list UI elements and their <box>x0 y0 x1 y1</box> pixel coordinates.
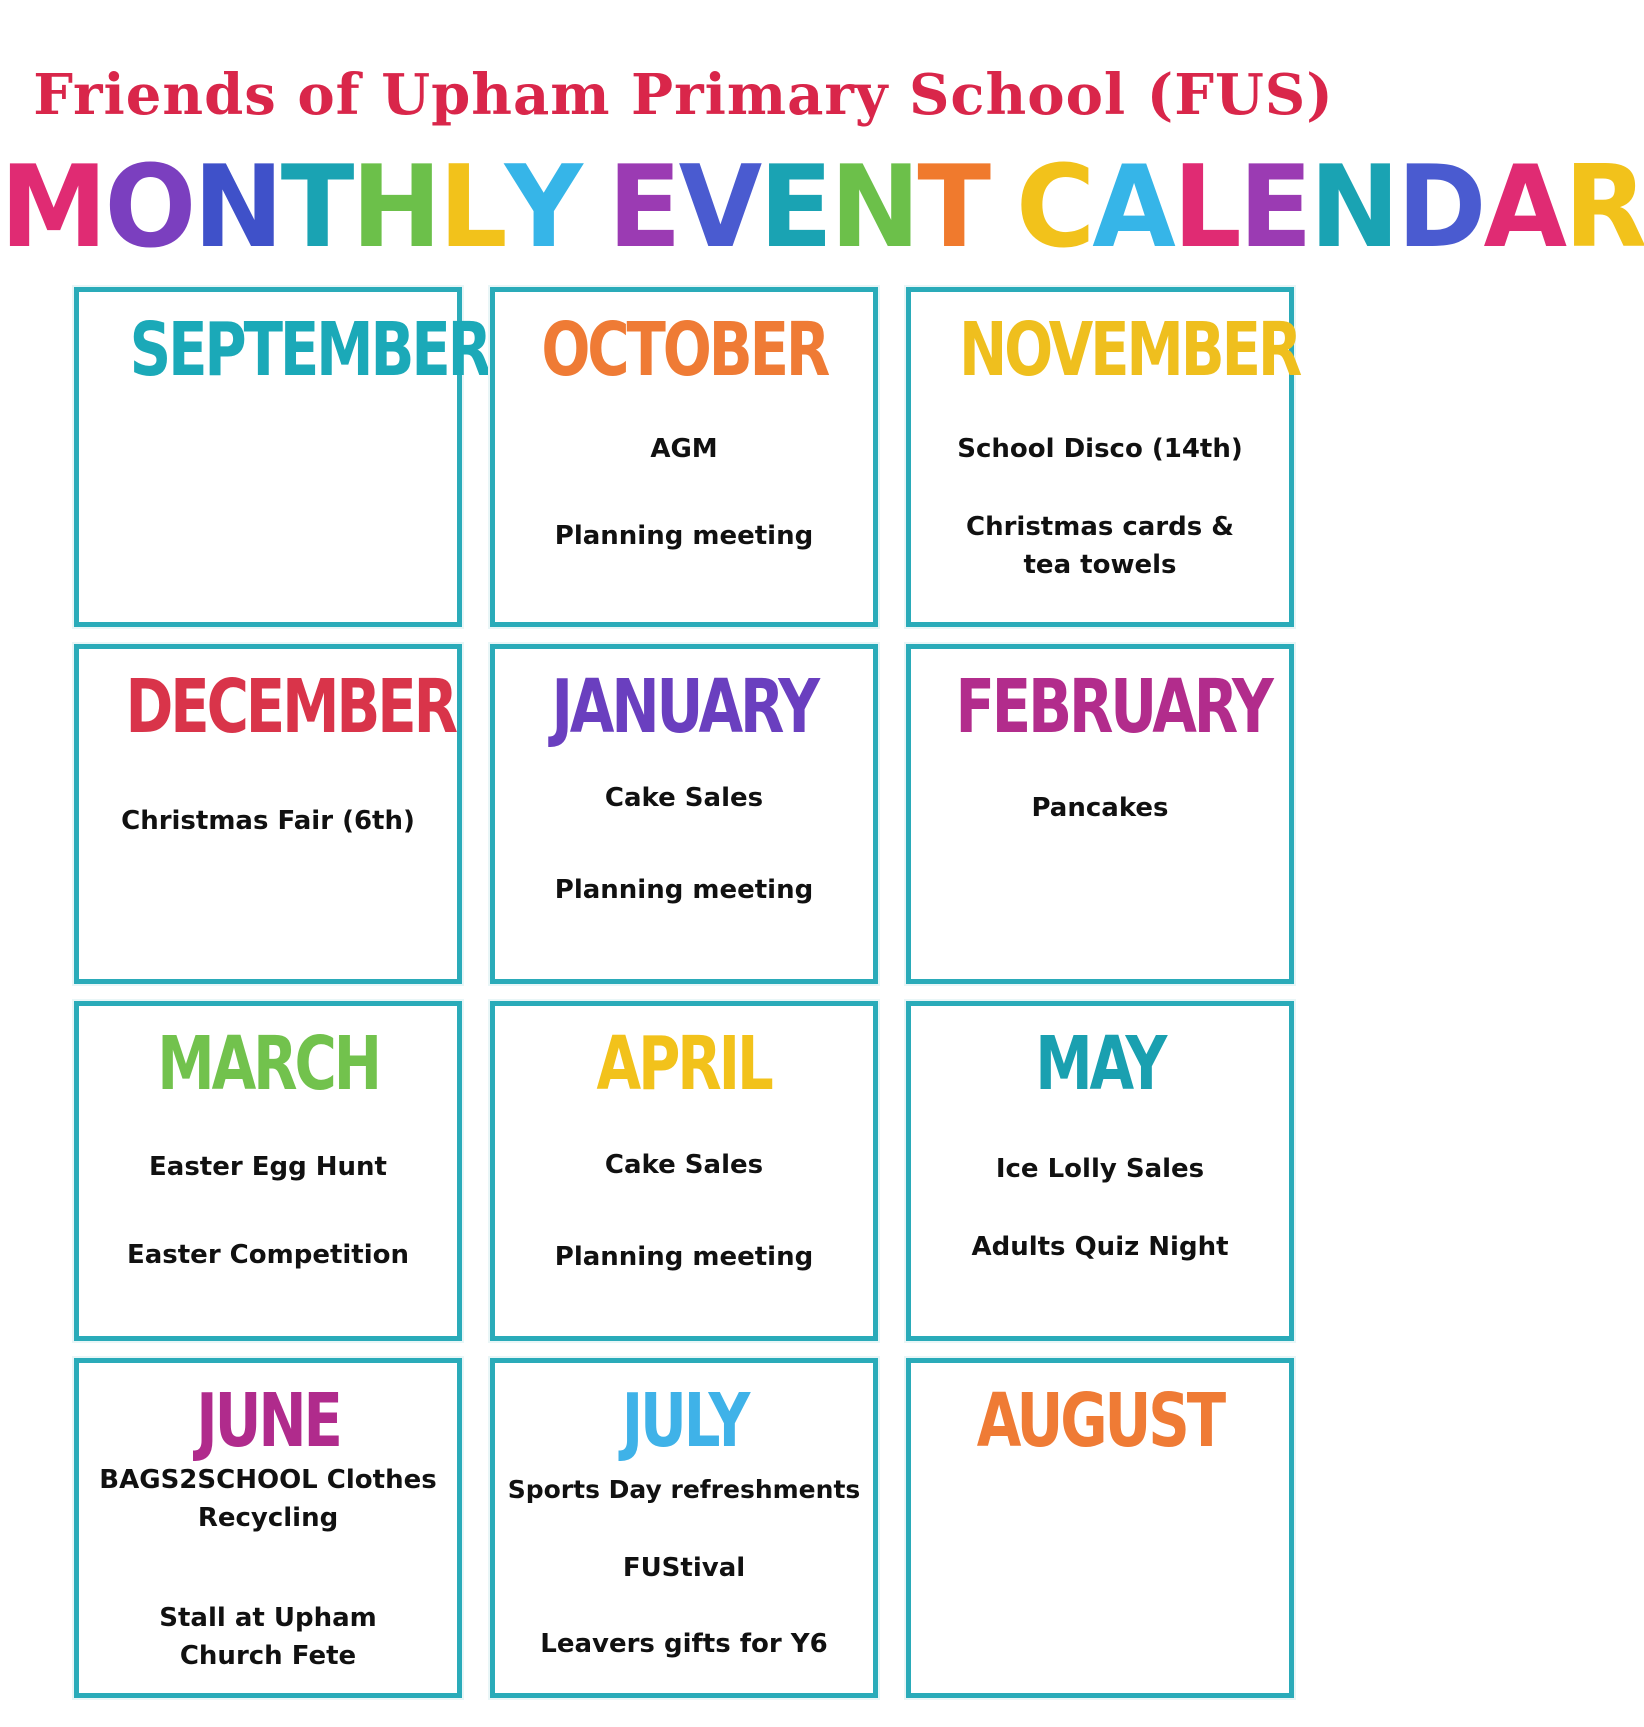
title-letter: L <box>1172 141 1239 274</box>
event-item: Planning meeting <box>554 875 814 905</box>
event-item: School Disco (14th) <box>957 434 1243 464</box>
month-name: NOVEMBER <box>958 307 1300 393</box>
title-letter: A <box>1483 141 1565 274</box>
month-name: MARCH <box>157 1021 379 1107</box>
title-letter: N <box>1309 141 1397 274</box>
event-item: Stall at Upham Church Fete <box>159 1603 377 1671</box>
month-box-july <box>490 1358 878 1698</box>
month-heading <box>911 665 1289 749</box>
month-box-march <box>74 1001 462 1341</box>
month-heading <box>79 307 490 393</box>
title-letter: D <box>1396 141 1484 274</box>
event-item: Ice Lolly Sales <box>995 1154 1205 1184</box>
title-letter: T <box>280 141 352 274</box>
month-name: AUGUST <box>976 1378 1224 1464</box>
month-heading <box>495 308 873 392</box>
event-item: Leavers gifts for Y6 <box>540 1629 828 1659</box>
title-letter: E <box>759 141 830 274</box>
month-name: JANUARY <box>551 664 817 750</box>
month-box-september <box>74 287 490 627</box>
title-letter: H <box>351 141 439 274</box>
title-letter: M <box>0 141 105 274</box>
month-name: OCTOBER <box>541 307 827 393</box>
title-letter: R <box>1564 141 1644 274</box>
month-heading <box>911 307 1300 393</box>
event-item: AGM <box>650 434 718 464</box>
month-heading <box>495 1022 873 1106</box>
title-letter: V <box>678 141 760 274</box>
month-heading <box>79 1379 457 1463</box>
event-item: BAGS2SCHOOL Clothes Recycling <box>99 1465 437 1533</box>
title-letter: N <box>829 141 918 274</box>
event-item: Sports Day refreshments <box>507 1475 861 1504</box>
event-item: Easter Egg Hunt <box>149 1152 387 1182</box>
month-box-october <box>490 287 878 627</box>
event-item: Planning meeting <box>554 521 814 551</box>
org-title: Friends of Upham Primary School (FUS) <box>33 62 1334 128</box>
title-letter: L <box>438 141 505 274</box>
month-name: SEPTEMBER <box>129 307 490 393</box>
month-heading <box>911 1379 1289 1463</box>
month-name: DECEMBER <box>125 664 455 750</box>
event-item: Planning meeting <box>554 1242 814 1272</box>
month-name: FEBRUARY <box>955 664 1271 750</box>
month-name: JULY <box>621 1378 747 1464</box>
month-box-april <box>490 1001 878 1341</box>
month-box-august <box>906 1358 1294 1698</box>
event-item: Cake Sales <box>604 1150 764 1180</box>
title-letter: O <box>104 141 194 274</box>
month-heading <box>79 1022 457 1106</box>
title-letter: N <box>193 141 281 274</box>
title-letter: C <box>1016 141 1093 274</box>
month-name: APRIL <box>596 1021 772 1107</box>
month-box-january <box>490 644 878 984</box>
event-item: Christmas Fair (6th) <box>121 806 415 836</box>
month-box-may <box>906 1001 1294 1341</box>
title-letter: E <box>607 141 679 274</box>
event-item: Adults Quiz Night <box>971 1232 1229 1262</box>
month-heading <box>495 665 873 749</box>
month-heading <box>911 1022 1289 1106</box>
calendar-title <box>0 141 1644 274</box>
event-item: FUStival <box>622 1553 746 1583</box>
month-name: JUNE <box>196 1378 340 1464</box>
month-box-november <box>906 287 1300 627</box>
month-box-december <box>74 644 462 984</box>
month-heading <box>79 665 457 749</box>
event-item: Easter Competition <box>126 1240 410 1270</box>
month-name: MAY <box>1035 1021 1165 1107</box>
title-letter: T <box>917 141 989 274</box>
event-item: Pancakes <box>1031 793 1169 823</box>
month-heading <box>495 1379 873 1463</box>
title-letter: A <box>1092 141 1173 274</box>
event-item: Cake Sales <box>604 783 764 813</box>
event-item: Christmas cards & tea towels <box>966 512 1234 580</box>
title-letter: E <box>1238 141 1310 274</box>
month-box-june <box>74 1358 462 1698</box>
title-letter: Y <box>504 141 580 274</box>
month-box-february <box>906 644 1294 984</box>
